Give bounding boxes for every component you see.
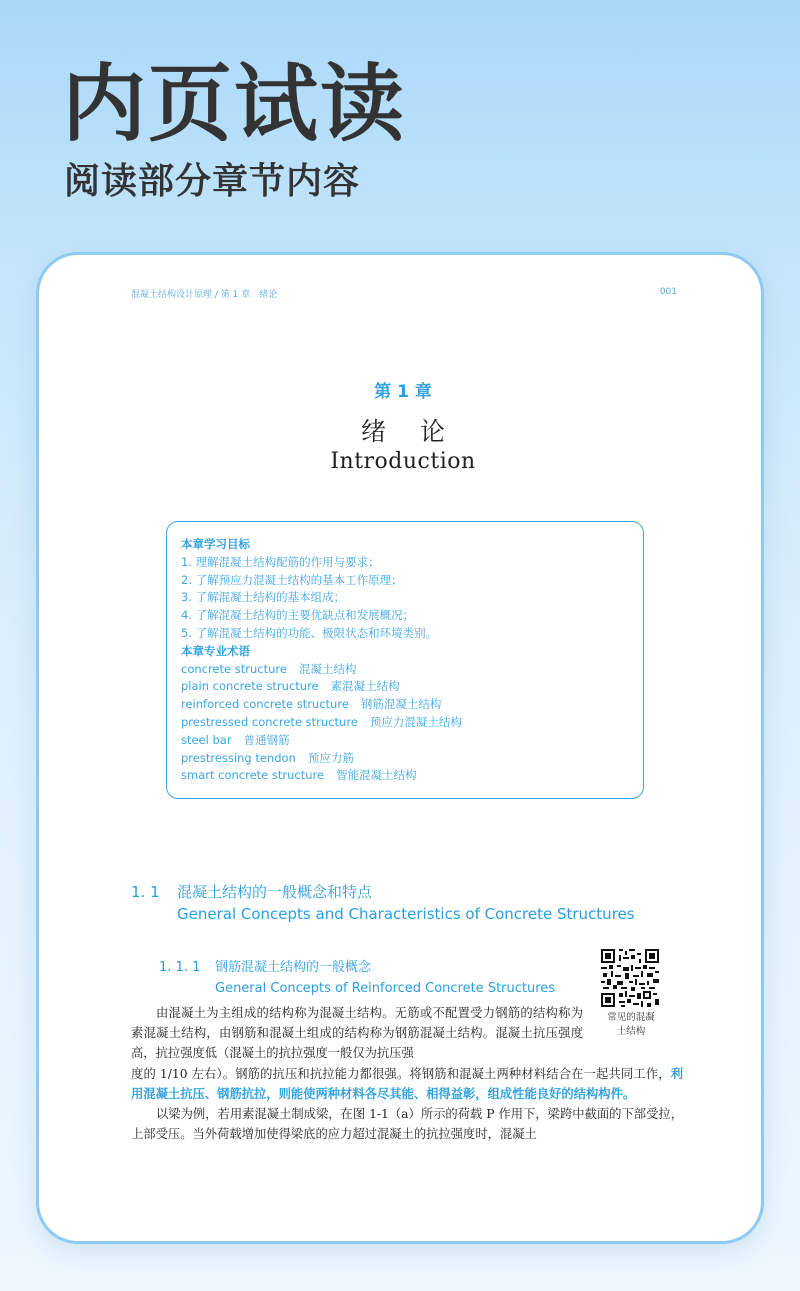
subsection-heading	[159, 957, 371, 979]
chapter-title-en: Introduction	[330, 449, 476, 474]
term-en: plain concrete structure	[181, 679, 319, 694]
objective-item: 1. 理解混凝土结构配筋的作用与要求；	[181, 554, 380, 569]
term-cn: 智能混凝土结构	[336, 768, 417, 783]
running-header: 混凝土结构设计原理 / 第 1 章 绪论	[131, 290, 278, 300]
term-item	[181, 714, 629, 732]
chapter-label: 第 1 章	[374, 382, 432, 402]
term-cn: 混凝土结构	[298, 661, 357, 676]
subsection-title-en: General Concepts of Reinforced Concrete Structures	[215, 981, 556, 996]
term-en: reinforced concrete structure	[181, 697, 349, 712]
section-number: 1. 1	[131, 883, 160, 901]
term-cn: 素混凝土结构	[330, 679, 400, 694]
term-cn: 预应力筋	[307, 750, 354, 765]
book-page-card	[36, 252, 764, 1244]
section-title-cn: 混凝土结构的一般概念和特点	[177, 883, 373, 901]
term-en: steel bar	[181, 732, 232, 747]
term-en: smart concrete structure	[181, 768, 325, 783]
term-item	[181, 750, 629, 768]
body-paragraph: 以梁为例，若用素混凝土制成梁，在图 1-1（a）所示的荷载 P 作用下，梁跨中截面的下部受拉，上部受压。当外荷载增加使得梁底的应力超过混凝土的抗拉强度时，混凝土	[131, 1107, 683, 1142]
hero-title: 内页试读	[62, 55, 407, 153]
term-en: prestressed concrete structure	[181, 714, 358, 729]
term-item	[181, 661, 629, 679]
objective-item: 3. 了解混凝土结构的基本组成；	[181, 590, 346, 605]
subsection-number: 1. 1. 1	[159, 960, 201, 975]
terms-heading: 本章专业术语	[181, 643, 250, 658]
qr-caption-line: 常见的混凝	[607, 1012, 655, 1023]
term-item	[181, 678, 629, 696]
objective-item: 5. 了解混凝土结构的功能、极限状态和环境类别。	[181, 625, 438, 640]
term-cn: 普通钢筋	[243, 732, 290, 747]
section-heading	[131, 879, 372, 905]
term-en: prestressing tendon	[181, 750, 296, 765]
qr-caption-line: 土结构	[616, 1026, 646, 1037]
term-item	[181, 696, 629, 714]
subsection-title-cn: 钢筋混凝土结构的一般概念	[215, 960, 372, 975]
chapter-title-cn: 绪论	[360, 417, 479, 446]
objectives-heading: 本章学习目标	[181, 537, 250, 551]
hero-subtitle: 阅读部分章节内容	[64, 161, 361, 202]
term-cn: 预应力混凝土结构	[369, 714, 462, 729]
objective-item: 2. 了解预应力混凝土结构的基本工作原理；	[181, 572, 403, 587]
body-paragraph-continued	[131, 1064, 683, 1104]
section-title-en: General Concepts and Characteristics of Concrete Structures	[177, 905, 635, 923]
term-cn: 钢筋混凝土结构	[360, 697, 442, 712]
body-paragraph: 由混凝土为主组成的结构称为混凝土结构。无筋或不配置受力钢筋的结构称为素混凝土结构，由钢筋和混凝土组成的结构称为钢筋混凝土结构。混凝土抗压强度高，抗拉强度低（混凝土的抗拉强度一般仅为抗压强	[131, 1006, 583, 1061]
page-number: 001	[659, 287, 677, 297]
highlighted-text: 利用混凝土抗压、钢筋抗拉，则能使两种材料各尽其能、相得益彰，组成性能良好的结构构件。	[131, 1065, 683, 1101]
term-en: concrete structure	[181, 661, 287, 676]
term-item	[181, 732, 629, 750]
learning-objectives-box	[166, 521, 644, 799]
body-text	[131, 1003, 683, 1144]
term-item	[181, 767, 629, 785]
qr-code-icon[interactable]	[601, 949, 659, 1007]
objective-item: 4. 了解混凝土结构的主要优缺点和发展概况；	[181, 608, 415, 623]
body-text-span: 度的 1/10 左右）。钢筋的抗压和抗拉能力都很强。将钢筋和混凝土两种材料结合在一起共同工作，	[131, 1066, 671, 1081]
